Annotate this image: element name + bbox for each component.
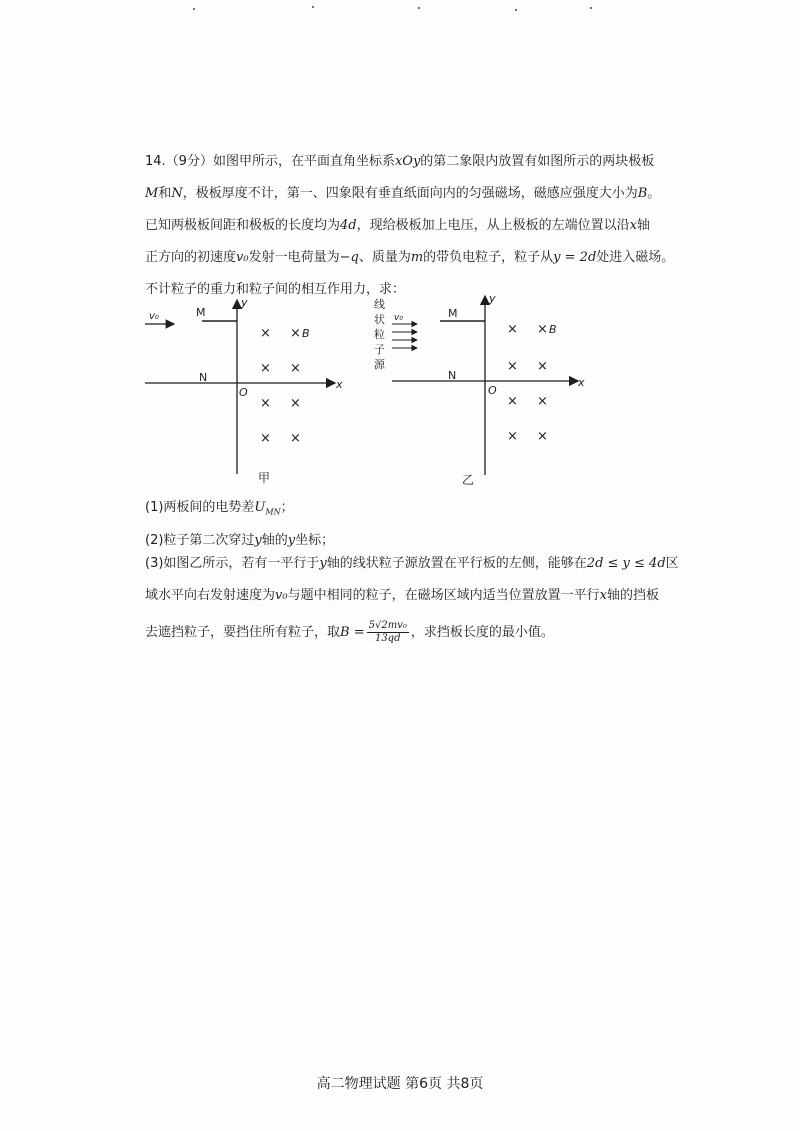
origin-label: O — [239, 386, 248, 399]
source-label-char: 源 — [374, 358, 385, 371]
field-cross: × — [537, 322, 548, 337]
field-cross: × — [507, 394, 518, 409]
field-cross: × — [260, 326, 271, 341]
question-3: (3)如图乙所示，若有一平行于y轴的线状粒子源放置在平行板的左侧，能够在2d ≤ y ≤ 4d区 — [145, 556, 679, 571]
figure-caption: 甲 — [258, 471, 271, 485]
scan-speck — [515, 9, 517, 11]
field-cross: × — [507, 322, 518, 337]
velocity-label: v₀ — [394, 313, 403, 323]
figure-yi — [370, 290, 590, 499]
field-cross: × — [290, 361, 301, 376]
problem-line: 14.（9分）如图甲所示，在平面直角坐标系xOy的第二象限内放置有如图所示的两块极板 — [145, 154, 655, 169]
scan-speck — [590, 7, 592, 9]
scan-speck — [312, 6, 314, 8]
plate-m-label: M — [196, 306, 206, 319]
source-label-char: 子 — [374, 343, 385, 356]
plate-n-label: N — [448, 369, 457, 382]
y-axis-label: y — [489, 292, 496, 305]
field-cross: × — [290, 431, 301, 446]
origin-label: O — [488, 384, 497, 397]
plate-n-label: N — [199, 371, 208, 384]
question-3-line: 域水平向右发射速度为v₀与题中相同的粒子，在磁场区域内适当位置放置一平行x轴的挡板 — [145, 588, 659, 603]
source-label-char: 状 — [374, 313, 385, 326]
x-axis-label: x — [336, 378, 343, 391]
question-3-line: 去遮挡粒子，要挡住所有粒子，取B = $\frac{\text{5√2mv₀}}{13qd}$ ，求挡板长度的最小值。 — [145, 620, 554, 644]
problem-line: M和N，极板厚度不计，第一、四象限有垂直纸面向内的匀强磁场，磁感应强度大小为B。 — [145, 186, 661, 201]
field-cross: × — [260, 361, 271, 376]
field-cross: × — [260, 396, 271, 411]
field-cross: × — [290, 326, 301, 341]
question-1: (1)两板间的电势差$U_{MN}$； — [145, 500, 294, 517]
field-cross: × — [537, 359, 548, 374]
figure-caption: 乙 — [462, 473, 475, 487]
source-label-char: 粒 — [374, 328, 385, 341]
scan-speck — [193, 8, 195, 10]
field-cross: × — [537, 394, 548, 409]
field-label: B — [549, 323, 557, 336]
question-2: (2)粒子第二次穿过y轴的y坐标； — [145, 533, 335, 548]
plate-m-label: M — [448, 307, 458, 320]
problem-line: 正方向的初速度v₀发射一电荷量为−q、质量为m的带负电粒子，粒子从y = 2d处进入磁场。 — [145, 250, 675, 265]
field-cross: × — [537, 429, 548, 444]
field-label: B — [302, 327, 310, 340]
y-axis-label: y — [241, 296, 248, 309]
velocity-label: v₀ — [149, 311, 159, 322]
source-label-char: 线 — [374, 298, 385, 311]
scan-speck — [418, 7, 420, 9]
field-cross: × — [290, 396, 301, 411]
problem-line: 不计粒子的重力和粒子间的相互作用力，求： — [145, 282, 406, 297]
field-cross: × — [260, 431, 271, 446]
fraction: $\frac{\text{5√2mv₀}}{13qd}$ — [368, 620, 407, 644]
field-cross: × — [507, 359, 518, 374]
problem-line: 已知两极板间距和极板的长度均为4d，现给极板加上电压，从上极板的左端位置以沿x轴 — [145, 218, 650, 233]
page-footer: 高二物理试题 第6页 共8页 — [316, 1076, 484, 1092]
figure-jia — [140, 294, 350, 498]
x-axis-label: x — [578, 376, 585, 389]
field-cross: × — [507, 429, 518, 444]
